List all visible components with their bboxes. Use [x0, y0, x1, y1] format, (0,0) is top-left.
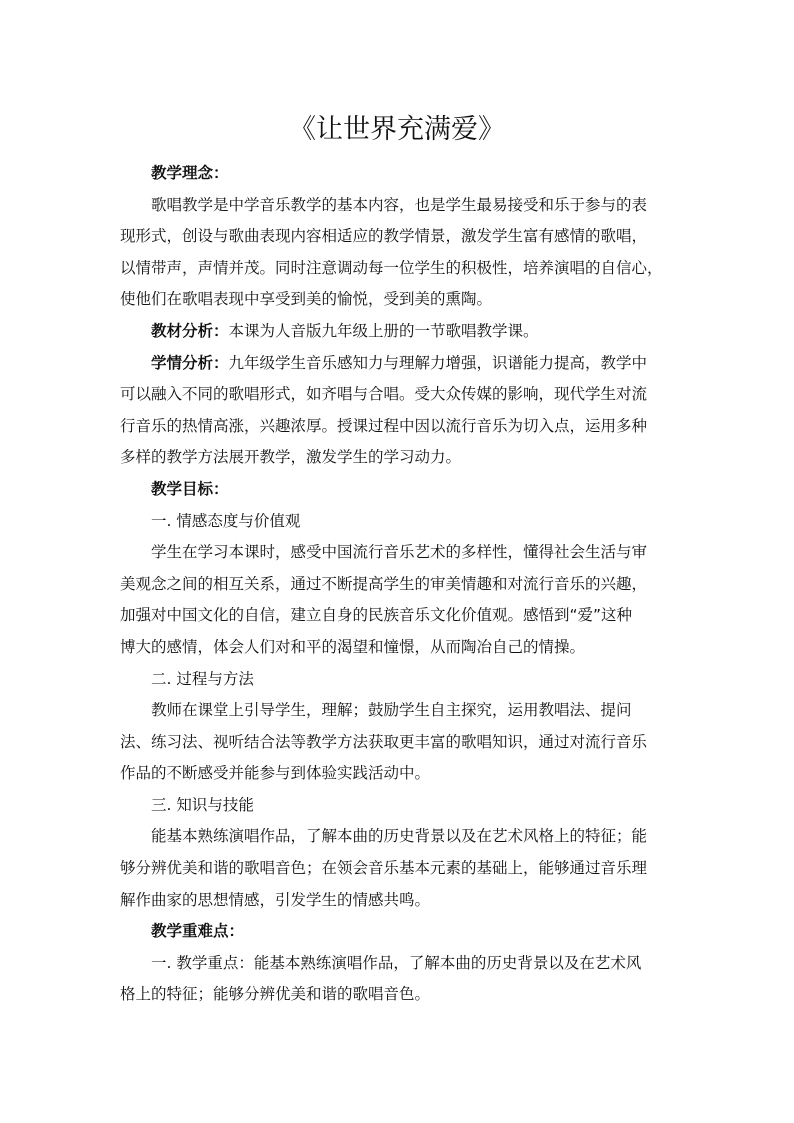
paragraph-line: 可以融入不同的歌唱形式，如齐唱与合唱。受大众传媒的影响，现代学生对流: [120, 385, 648, 404]
philosophy-heading: 教学理念：: [151, 164, 229, 182]
paragraph-line: 美观念之间的相互关系，通过不断提高学生的审美情趣和对流行音乐的兴趣，: [120, 574, 648, 593]
paragraph-line: 歌唱教学是中学音乐教学的基本内容，也是学生最易接受和乐于参与的表: [151, 195, 648, 214]
paragraph-line: 博大的感情，体会人们对和平的渴望和憧憬，从而陶冶自己的情操。: [120, 637, 586, 656]
material-analysis-line: [120, 316, 675, 348]
paragraph-line: 现形式，创设与歌曲表现内容相适应的教学情景，激发学生富有感情的歌唱，: [120, 227, 648, 246]
student-text: 九年级学生音乐感知力与理解力增强，识谱能力提高，教学中: [228, 353, 648, 372]
paragraph-line: 能基本熟练演唱作品，了解本曲的历史背景以及在艺术风格上的特征；能: [151, 827, 648, 846]
goals-heading: 教学目标：: [151, 479, 229, 498]
paragraph-line: 格上的特征；能够分辨优美和谐的歌唱音色。: [120, 985, 431, 1004]
paragraph-line: 法、练习法、视听结合法等教学方法获取更丰富的歌唱知识，通过对流行音乐: [120, 732, 648, 751]
student-analysis-line: [120, 348, 675, 380]
paragraph-line: 学生在学习本课时，感受中国流行音乐艺术的多样性，懂得社会生活与审: [151, 543, 648, 562]
paragraph-line: 使他们在歌唱表现中享受到美的愉悦，受到美的熏陶。: [120, 290, 493, 309]
paragraph-line: 作品的不断感受并能参与到体验实践活动中。: [120, 764, 431, 783]
paragraph-line: 行音乐的热情高涨，兴趣浓厚。授课过程中因以流行音乐为切入点，运用多种: [120, 416, 648, 435]
paragraph-line: 一. 教学重点：能基本熟练演唱作品，了解本曲的历史背景以及在艺术风: [151, 953, 642, 972]
goal1-heading: 一. 情感态度与价值观: [151, 511, 301, 530]
paragraph-line: 教师在课堂上引导学生，理解；鼓励学生自主探究，运用教唱法、提问: [151, 701, 632, 720]
goal3-heading: 三. 知识与技能: [151, 795, 254, 814]
goal2-heading: 二. 过程与方法: [151, 669, 254, 688]
material-text: 本课为人音版九年级上册的一节歌唱教学课。: [228, 321, 539, 340]
key-points-heading: 教学重难点：: [151, 922, 245, 941]
paragraph-line: 多样的教学方法展开教学，激发学生的学习动力。: [120, 448, 462, 467]
student-heading: 学情分析：: [151, 353, 229, 372]
paragraph-line: 以情带声，声情并茂。同时注意调动每一位学生的积极性，培养演唱的自信心，: [120, 258, 663, 277]
document-title: 《让世界充满爱》: [289, 114, 505, 145]
document-body: [120, 158, 675, 1011]
paragraph-line: 加强对中国文化的自信，建立自身的民族音乐文化价值观。感悟到“爱”这种: [120, 606, 633, 625]
material-heading: 教材分析：: [151, 321, 229, 340]
paragraph-line: 够分辨优美和谐的歌唱音色；在领会音乐基本元素的基础上，能够通过音乐理: [120, 859, 648, 878]
paragraph-line: 解作曲家的思想情感，引发学生的情感共鸣。: [120, 890, 431, 909]
